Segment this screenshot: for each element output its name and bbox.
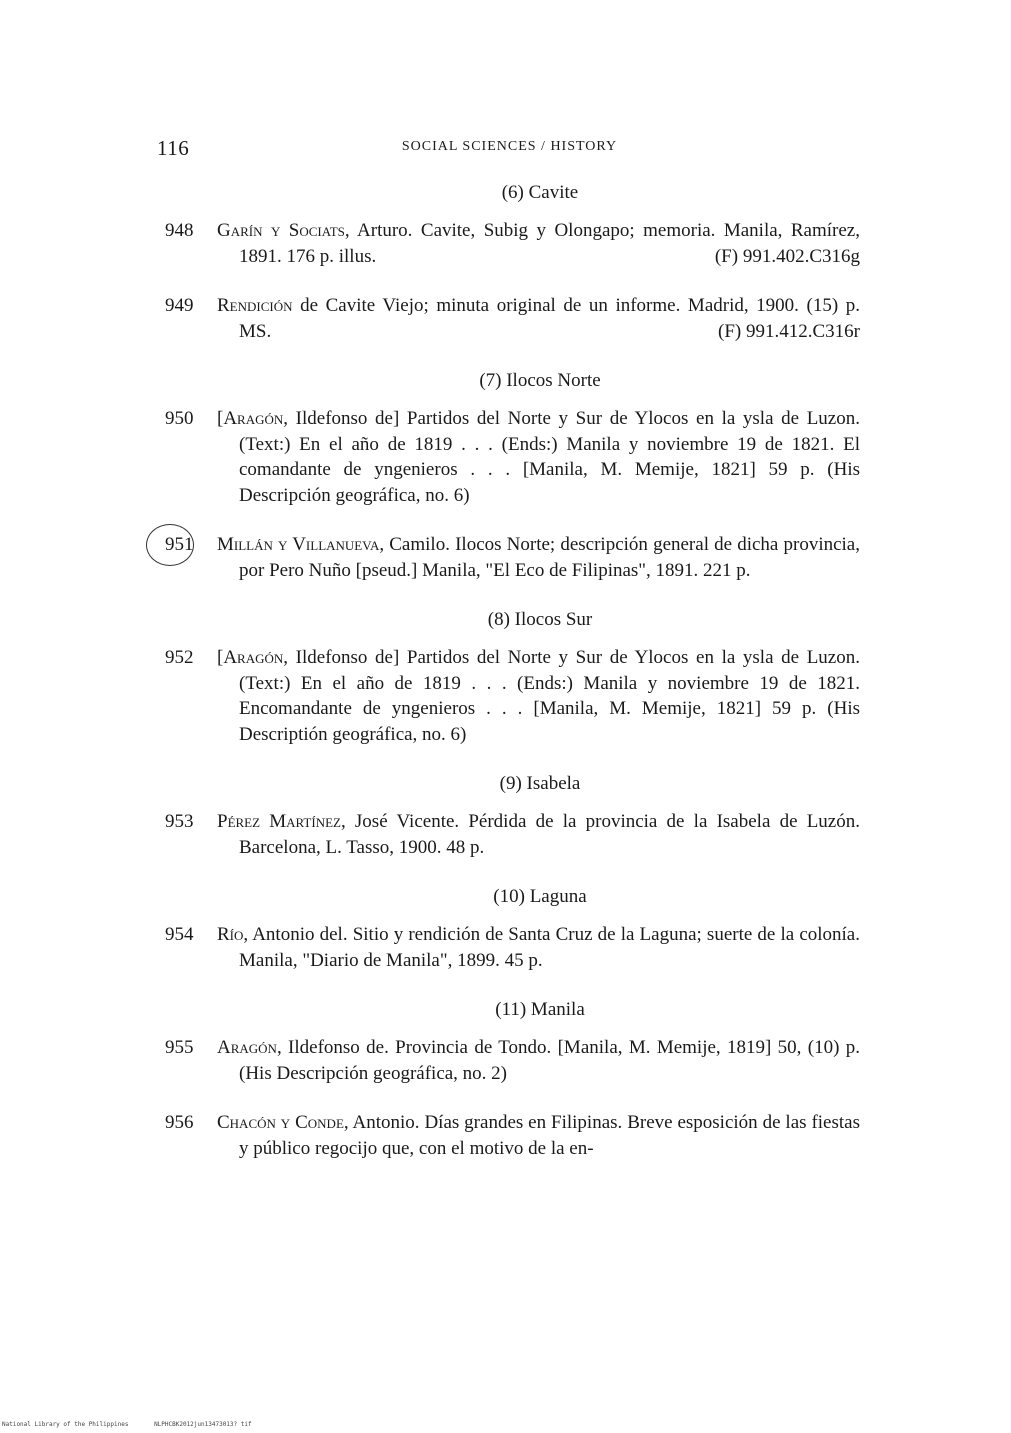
entry-author: [Aragón, xyxy=(217,647,289,668)
entry-body: Ildefonso de. Provincia de Tondo. [Manila, M. Memije, 1819] 50, (10) p. (His Descripción geográfica, no. 2) xyxy=(239,1037,860,1084)
running-head: SOCIAL SCIENCES / HISTORY xyxy=(401,139,618,154)
entry-text xyxy=(217,645,860,747)
entry-author: Chacón y Conde, xyxy=(217,1112,349,1133)
entry-number: 949 xyxy=(165,295,194,316)
entry-body: Arturo. Cavite, Subig y Olongapo; memoria. Manila, Ramírez, 1891. 176 p. illus. xyxy=(239,220,860,267)
bibliography-content xyxy=(160,180,860,1161)
entry-text xyxy=(217,1035,860,1086)
entry-text xyxy=(217,922,860,973)
entry-number: 954 xyxy=(165,924,194,945)
entry-948 xyxy=(160,218,860,269)
section-heading-cavite: (6) Cavite xyxy=(501,182,579,203)
entry-body: José Vicente. Pérdida de la provincia de la Isabela de Luzón. Barcelona, L. Tasso, 1900. 48 p. xyxy=(239,811,860,858)
entry-author: Garín y Sociats, xyxy=(217,220,350,241)
entry-953 xyxy=(160,809,860,860)
call-number: (F) 991.402.C316g xyxy=(714,245,860,267)
entry-author: [Aragón, xyxy=(217,408,289,429)
entry-text xyxy=(217,218,860,269)
entry-954 xyxy=(160,922,860,973)
entry-author: Río, xyxy=(217,924,249,945)
entry-number: 952 xyxy=(165,647,194,668)
section-heading-manila: (11) Manila xyxy=(495,999,585,1020)
entry-author: Pérez Martínez, xyxy=(217,811,346,832)
entry-body: Camilo. Ilocos Norte; descripción general de dicha provincia, por Pero Nuño [pseud.] Manila, "El Eco de Filipinas", 1891. 221 p. xyxy=(239,534,860,581)
entry-text xyxy=(217,1110,860,1161)
entry-body: de Cavite Viejo; minuta original de un informe. Madrid, 1900. (15) p. MS. xyxy=(239,295,860,342)
entry-number: 955 xyxy=(165,1037,194,1058)
entry-number: 953 xyxy=(165,811,194,832)
entry-body: Ildefonso de] Partidos del Norte y Sur de Ylocos en la ysla de Luzon. (Text:) En el año de 1819 . . . (Ends:) Manila y noviembre 19 de 1821. Encomandante de yngenieros . . . [Manila, M. Memije, 1821] 59 p. (His Descriptión geográfica, no. 6) xyxy=(239,647,860,745)
entry-952 xyxy=(160,645,860,747)
entry-text xyxy=(217,293,860,344)
entry-text xyxy=(217,532,860,583)
entry-number: 956 xyxy=(165,1112,194,1133)
entry-number: 948 xyxy=(165,220,194,241)
entry-body: Antonio. Días grandes en Filipinas. Breve esposición de las fiestas y público regocijo que, con el motivo de la en- xyxy=(239,1112,860,1159)
entry-text xyxy=(217,809,860,860)
entry-949 xyxy=(160,293,860,344)
section-heading-ilocos-norte: (7) Ilocos Norte xyxy=(479,370,601,391)
entry-950 xyxy=(160,406,860,508)
entry-number: 950 xyxy=(165,408,194,429)
footer-library: National Library of the Philippines xyxy=(2,1421,129,1428)
entry-author: Millán y Villanueva, xyxy=(217,534,385,555)
call-number: (F) 991.412.C316r xyxy=(718,320,860,342)
entry-body: Ildefonso de] Partidos del Norte y Sur de Ylocos en la ysla de Luzon. (Text:) En el año de 1819 . . . (Ends:) Manila y noviembre 19 de 1821. El comandante de yngenieros . . . [Manila, M. Memije, 1821] 59 p. (His Descripción geográfica, no. 6) xyxy=(239,408,860,506)
entry-author: Rendición xyxy=(217,295,293,316)
entry-number: 951 xyxy=(165,534,194,555)
entry-956 xyxy=(160,1110,860,1161)
section-heading-laguna: (10) Laguna xyxy=(493,886,587,907)
footer-file-id: NLPHCBK2012jun13473013? tif xyxy=(154,1421,252,1428)
page-number: 116 xyxy=(157,136,190,160)
scan-footer xyxy=(2,1421,274,1428)
entry-body: Antonio del. Sitio y rendición de Santa Cruz de la Laguna; suerte de la colonía. Manila, "Diario de Manila", 1899. 45 p. xyxy=(239,924,860,971)
entry-text xyxy=(217,406,860,508)
entry-951 xyxy=(160,532,860,583)
entry-955 xyxy=(160,1035,860,1086)
section-heading-ilocos-sur: (8) Ilocos Sur xyxy=(487,609,593,630)
section-heading-isabela: (9) Isabela xyxy=(499,773,581,794)
entry-author: Aragón, xyxy=(217,1037,282,1058)
